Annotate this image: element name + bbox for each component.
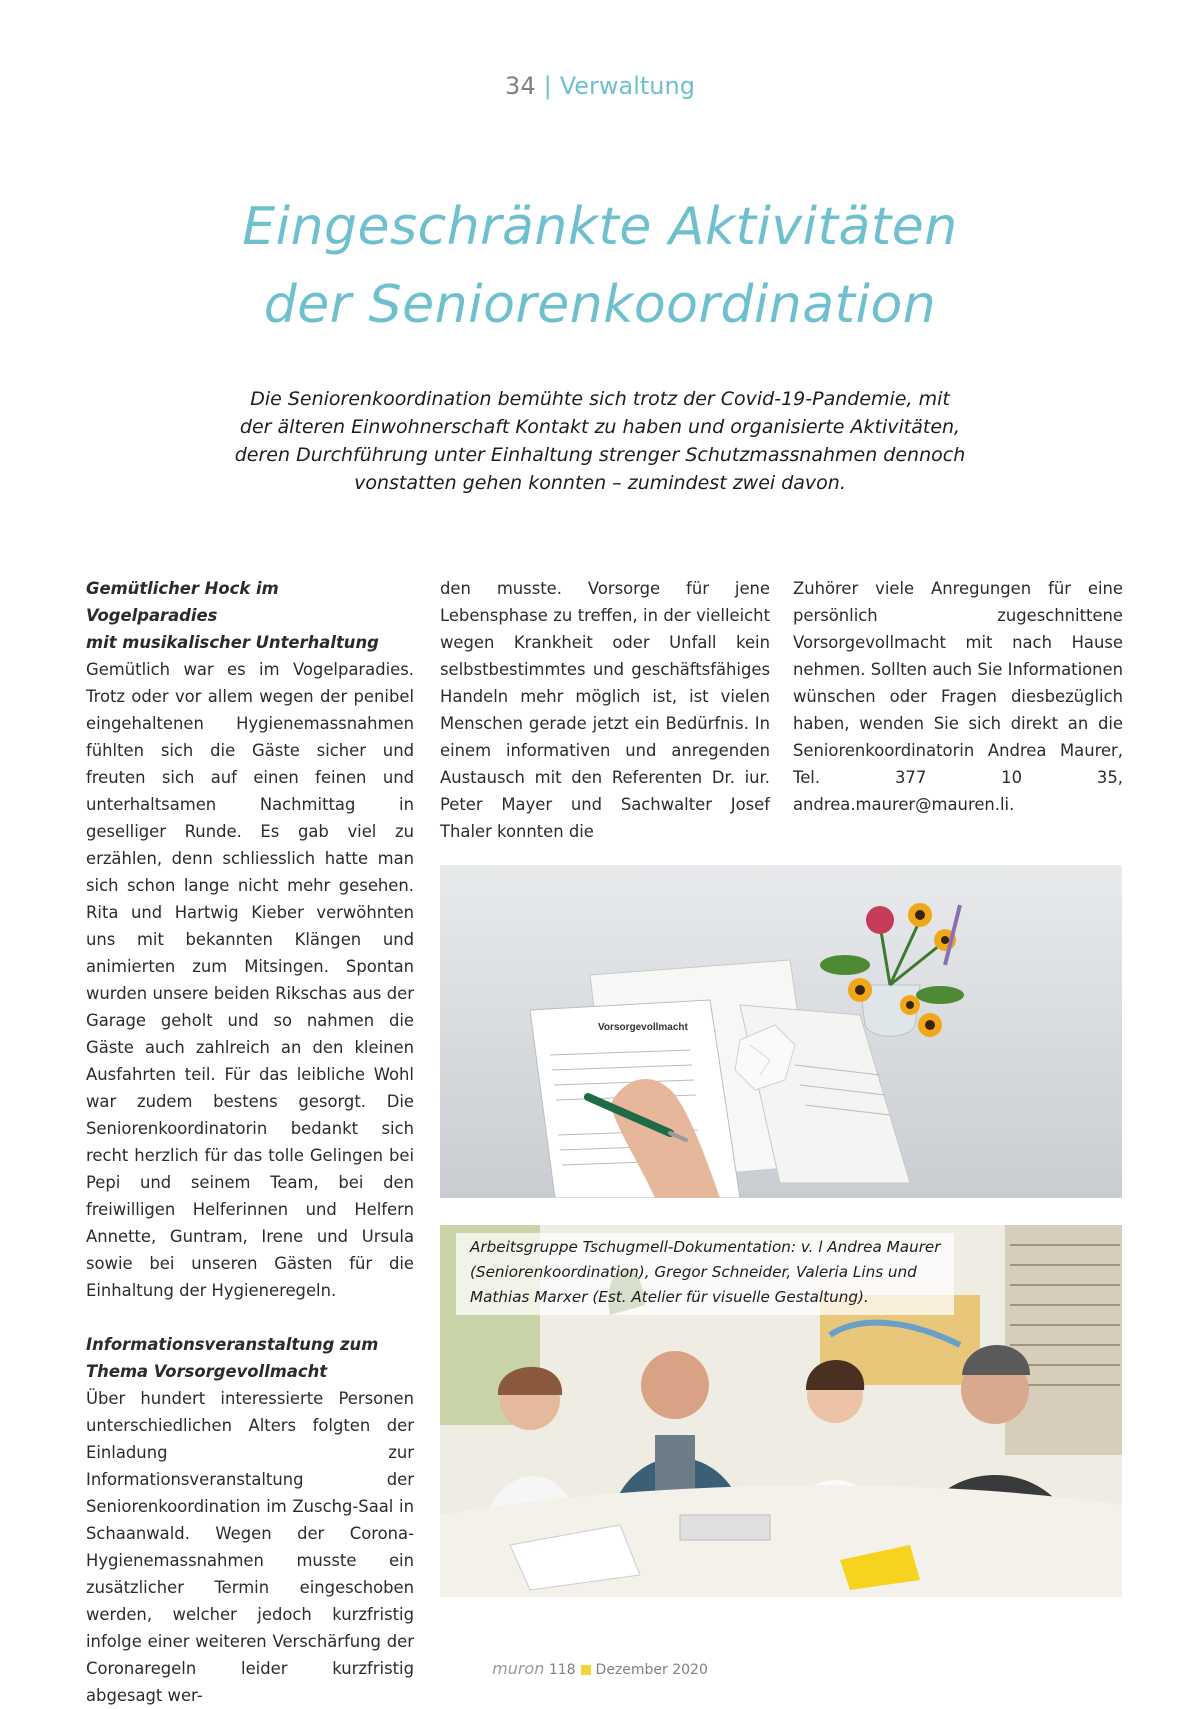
page-header (0, 72, 1200, 100)
issue-number: 118 (548, 1662, 576, 1678)
section1-body: Gemütlich war es im Vogelparadies. Trotz oder vor allem wegen der penibel eingehaltenen Hygienemassnahmen fühlten sich die Gäste sicher und freuten sich auf einen feinen und unterhaltsamen Nachmittag in geselliger Runde. Es gab viel zu erzählen, denn schliesslich hatte man sich schon lange nicht mehr gesehen. Rita und Hartwig Kieber verwöhnten uns mit bekannten Klängen und animierten zum Mitsingen. Spontan wurden unsere beiden Rikschas aus der Garage geholt und so nahmen die Gäste auch zahlreich an den kleinen Ausfahrten teil. Für das leibliche Wohl war zudem bestens gesorgt. Die Seniorenkoordinatorin bedankt sich recht herzlich für das tolle Gelingen bei Pepi und seinem Team, bei den freiwilligen Helferinnen und Helfern Annette, Guntram, Irene und Ursula sowie bei unseren Gästen für die Einhaltung der Hygieneregeln. (86, 660, 414, 1300)
page-footer (0, 1659, 1200, 1678)
document-title-text: Vorsorgevollmacht (598, 1022, 688, 1033)
section-name: Verwaltung (559, 72, 695, 100)
photo-vorsorgevollmacht (440, 865, 1122, 1198)
section2-heading (86, 1331, 414, 1385)
document-signing-illustration (440, 865, 1122, 1198)
text-column-3 (793, 575, 1123, 818)
caption-line-3: Mathias Marxer (Est. Atelier für visuelle Gestaltung). (470, 1288, 869, 1306)
text-column-1 (86, 575, 414, 1709)
photo-caption (456, 1233, 954, 1315)
section1-heading-line-2: mit musikalischer Unterhaltung (86, 633, 379, 652)
magazine-brand: muron (492, 1659, 545, 1678)
section2-body-part-1: Über hundert interessierte Personen unterschiedlichen Alters folgten der Einladung zur Informationsveranstaltung der Seniorenkoordination im Zuschg-Saal in Schaanwald. Wegen der Corona-Hygienemassnahmen musste ein zusätzlicher Termin eingeschoben werden, welcher jedoch kurzfristig infolge einer weiteren Verschärfung der Coronaregeln leider kurzfristig abgesagt wer- (86, 1389, 414, 1705)
caption-line-1: Arbeitsgruppe Tschugmell-Dokumentation: v. l Andrea Maurer (470, 1238, 941, 1256)
section2-heading-line-1: Informationsveranstaltung zum (86, 1335, 379, 1354)
title-line-2: der Seniorenkoordination (263, 275, 937, 335)
article-title (0, 188, 1200, 344)
lead-line-2: der älteren Einwohnerschaft Kontakt zu haben und organisierte Aktivitäten, (239, 416, 961, 438)
window-shutter (1005, 1225, 1122, 1455)
section1-heading (86, 575, 414, 656)
footer-square-icon (581, 1665, 591, 1675)
section2-body-part-3: Zuhörer viele Anregungen für eine persönlich zugeschnittene Vorsorgevollmacht mit nach Hause nehmen. Sollten auch Sie Informationen wünschen oder Fragen diesbezüglich haben, wenden Sie sich direkt an die Seniorenkoordinatorin Andrea Maurer, Tel. 377 10 35, andrea.maurer@mauren.li. (793, 579, 1124, 814)
issue-date: Dezember 2020 (595, 1662, 708, 1678)
section2-body-part-2: den musste. Vorsorge für jene Lebensphase zu treffen, in der vielleicht wegen Krankheit oder Unfall kein selbstbestimmtes und geschäftsfähiges Handeln mehr möglich ist, ist vielen Menschen gerade jetzt ein Bedürfnis. In einem informativen und anregenden Austausch mit den Referenten Dr. iur. Peter Mayer und Sachwalter Josef Thaler konnten die (440, 579, 770, 841)
lead-line-3: deren Durchführung unter Einhaltung strenger Schutzmassnahmen dennoch (234, 444, 966, 466)
article-lead (200, 385, 1000, 497)
lead-line-4: vonstatten gehen konnten – zumindest zwei davon. (354, 472, 846, 494)
text-column-2 (440, 575, 770, 845)
lead-line-1: Die Seniorenkoordination bemühte sich trotz der Covid-19-Pandemie, mit (250, 388, 950, 410)
section1-heading-line-1: Gemütlicher Hock im Vogelparadies (86, 579, 279, 625)
title-line-1: Eingeschränkte Aktivitäten (242, 197, 958, 257)
header-separator: | (543, 72, 552, 100)
caption-line-2: (Seniorenkoordination), Gregor Schneider, Valeria Lins und (470, 1263, 917, 1281)
section2-heading-line-2: Thema Vorsorgevollmacht (86, 1362, 328, 1381)
page-number: 34 (505, 72, 536, 100)
